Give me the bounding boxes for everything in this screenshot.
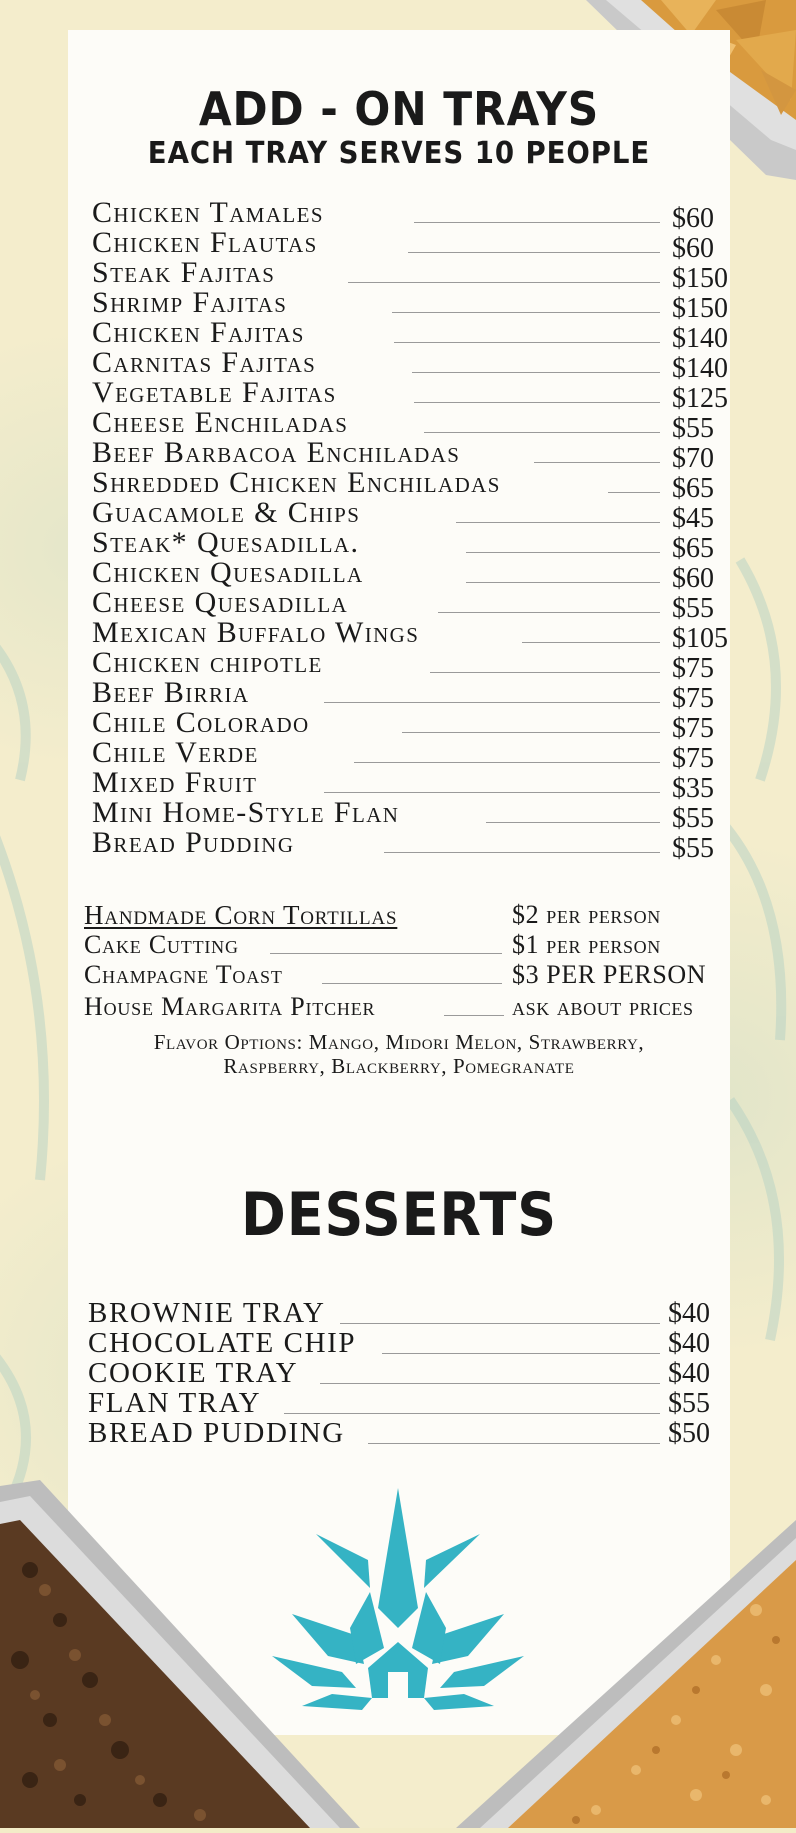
menu-item-price: $125 bbox=[672, 383, 728, 414]
extra-item-price: $2 per person bbox=[512, 900, 661, 929]
dessert-item-price: $40 bbox=[668, 1358, 710, 1389]
dessert-item-name: COOKIE TRAY bbox=[88, 1357, 299, 1389]
menu-item bbox=[92, 286, 728, 324]
extra-item-price: $1 per person bbox=[512, 930, 661, 959]
menu-item-price: $105 bbox=[672, 623, 728, 654]
menu-item-price: $45 bbox=[672, 503, 714, 534]
leader-line bbox=[382, 1353, 660, 1354]
menu-item bbox=[92, 796, 714, 834]
menu-item-price: $65 bbox=[672, 473, 714, 504]
dessert-item bbox=[88, 1388, 708, 1418]
menu-item-name: Cheese Quesadilla bbox=[92, 586, 349, 619]
menu-item-name: Cheese Enchiladas bbox=[92, 406, 349, 439]
menu-item-name: Steak* Quesadilla. bbox=[92, 526, 360, 559]
leader-line bbox=[414, 402, 660, 403]
extra-item bbox=[84, 992, 724, 1020]
leader-line bbox=[384, 852, 660, 853]
menu-item bbox=[92, 316, 728, 354]
extra-item-name: Handmade Corn Tortillas bbox=[84, 900, 398, 930]
menu-item-price: $55 bbox=[672, 593, 714, 624]
leader-line bbox=[324, 702, 660, 703]
dessert-item-price: $50 bbox=[668, 1418, 710, 1449]
dessert-item-name: BREAD PUDDING bbox=[88, 1417, 345, 1449]
menu-item-price: $60 bbox=[672, 233, 714, 264]
menu-item bbox=[92, 346, 728, 384]
leader-line bbox=[348, 282, 660, 283]
menu-item-name: Guacamole & Chips bbox=[92, 496, 361, 529]
extra-item bbox=[84, 930, 724, 958]
menu-item-price: $150 bbox=[672, 263, 728, 294]
dessert-item-name: CHOCOLATE CHIP bbox=[88, 1327, 357, 1359]
extra-item-name: Cake Cutting bbox=[84, 930, 239, 959]
leader-line bbox=[354, 762, 660, 763]
menu-item bbox=[92, 556, 714, 594]
menu-item bbox=[92, 826, 714, 864]
menu-item-name: Mixed Fruit bbox=[92, 766, 258, 799]
menu-item bbox=[92, 226, 714, 264]
leader-line bbox=[466, 552, 660, 553]
menu-item-price: $70 bbox=[672, 443, 714, 474]
menu-item-price: $75 bbox=[672, 653, 714, 684]
extra-item bbox=[84, 960, 724, 988]
leader-line bbox=[438, 612, 660, 613]
leader-line bbox=[408, 252, 660, 253]
menu-item-price: $140 bbox=[672, 353, 728, 384]
leader-line bbox=[522, 642, 660, 643]
menu-item bbox=[92, 196, 714, 234]
extra-item-price: ask about prices bbox=[512, 992, 694, 1021]
leader-line bbox=[424, 432, 660, 433]
leader-line bbox=[340, 1323, 660, 1324]
leader-line bbox=[322, 983, 502, 984]
leader-line bbox=[320, 1383, 660, 1384]
leader-line bbox=[394, 342, 660, 343]
dessert-item bbox=[88, 1418, 708, 1448]
menu-item-price: $150 bbox=[672, 293, 728, 324]
page-subtitle: EACH TRAY SERVES 10 PEOPLE bbox=[147, 136, 651, 171]
flavor-options-line2: Raspberry, Blackberry, Pomegranate bbox=[223, 1054, 575, 1078]
leader-line bbox=[392, 312, 660, 313]
leader-line bbox=[414, 222, 660, 223]
menu-item-price: $65 bbox=[672, 533, 714, 564]
menu-item-price: $75 bbox=[672, 683, 714, 714]
dessert-item-name: BROWNIE TRAY bbox=[88, 1297, 326, 1329]
menu-item bbox=[92, 766, 714, 804]
menu-item-price: $140 bbox=[672, 323, 728, 354]
leader-line bbox=[324, 792, 660, 793]
dessert-item bbox=[88, 1358, 708, 1388]
menu-item-name: Chicken Fajitas bbox=[92, 316, 305, 349]
dessert-item-price: $55 bbox=[668, 1388, 710, 1419]
menu-item-name: Carnitas Fajitas bbox=[92, 346, 317, 379]
menu-item bbox=[92, 616, 728, 654]
menu-item bbox=[92, 526, 714, 564]
dessert-item bbox=[88, 1298, 708, 1328]
menu-item-name: Beef Birria bbox=[92, 676, 250, 709]
extra-item-name: House Margarita Pitcher bbox=[84, 992, 376, 1021]
menu-item-price: $75 bbox=[672, 713, 714, 744]
leader-line bbox=[430, 672, 660, 673]
menu-item-name: Mini Home-Style Flan bbox=[92, 796, 400, 829]
menu-item-name: Chicken Flautas bbox=[92, 226, 318, 259]
menu-item-price: $60 bbox=[672, 563, 714, 594]
menu-item-name: Steak Fajitas bbox=[92, 256, 276, 289]
dessert-item-price: $40 bbox=[668, 1328, 710, 1359]
menu-item-name: Chile Verde bbox=[92, 736, 259, 769]
flavor-options-line1: Flavor Options: Mango, Midori Melon, Strawberry, bbox=[153, 1030, 645, 1054]
leader-line bbox=[402, 732, 660, 733]
menu-item-name: Bread Pudding bbox=[92, 826, 295, 859]
menu-item bbox=[92, 406, 714, 444]
leader-line bbox=[444, 1015, 504, 1016]
menu-item bbox=[92, 436, 714, 474]
leader-line bbox=[284, 1413, 660, 1414]
page-title: ADD - ON TRAYS bbox=[198, 82, 600, 136]
menu-item-price: $55 bbox=[672, 803, 714, 834]
menu-item bbox=[92, 256, 728, 294]
leader-line bbox=[412, 372, 660, 373]
dessert-item-price: $40 bbox=[668, 1298, 710, 1329]
menu-item-price: $60 bbox=[672, 203, 714, 234]
menu-item bbox=[92, 706, 714, 744]
menu-item-name: Shredded Chicken Enchiladas bbox=[92, 466, 501, 499]
leader-line bbox=[466, 582, 660, 583]
menu-item-name: Chicken Quesadilla bbox=[92, 556, 364, 589]
menu-item-price: $75 bbox=[672, 743, 714, 774]
menu-item bbox=[92, 676, 714, 714]
menu-item-price: $55 bbox=[672, 413, 714, 444]
leader-line bbox=[608, 492, 660, 493]
leader-line bbox=[456, 522, 660, 523]
menu-item bbox=[92, 736, 714, 774]
menu-item bbox=[92, 496, 714, 534]
leader-line bbox=[534, 462, 660, 463]
menu-item bbox=[92, 586, 714, 624]
agave-house-logo bbox=[272, 1488, 524, 1717]
leader-line bbox=[486, 822, 660, 823]
extra-item bbox=[84, 900, 724, 928]
leader-line bbox=[368, 1443, 660, 1444]
menu-item-name: Beef Barbacoa Enchiladas bbox=[92, 436, 461, 469]
menu-item bbox=[92, 376, 728, 414]
menu-item-name: Chicken Tamales bbox=[92, 196, 324, 229]
leader-line bbox=[270, 953, 502, 954]
menu-item-price: $35 bbox=[672, 773, 714, 804]
extra-item-price: $3 PER PERSON bbox=[512, 960, 707, 989]
menu-item-name: Chicken chipotle bbox=[92, 646, 323, 679]
menu-item bbox=[92, 646, 714, 684]
menu-item-name: Mexican Buffalo Wings bbox=[92, 616, 420, 649]
desserts-heading: DESSERTS bbox=[240, 1180, 558, 1250]
menu-item-price: $55 bbox=[672, 833, 714, 864]
menu-item bbox=[92, 466, 714, 504]
menu-item-name: Vegetable Fajitas bbox=[92, 376, 337, 409]
menu-item-name: Chile Colorado bbox=[92, 706, 310, 739]
dessert-item bbox=[88, 1328, 708, 1358]
menu-item-name: Shrimp Fajitas bbox=[92, 286, 288, 319]
dessert-item-name: FLAN TRAY bbox=[88, 1387, 262, 1419]
extra-item-name: Champagne Toast bbox=[84, 960, 283, 989]
